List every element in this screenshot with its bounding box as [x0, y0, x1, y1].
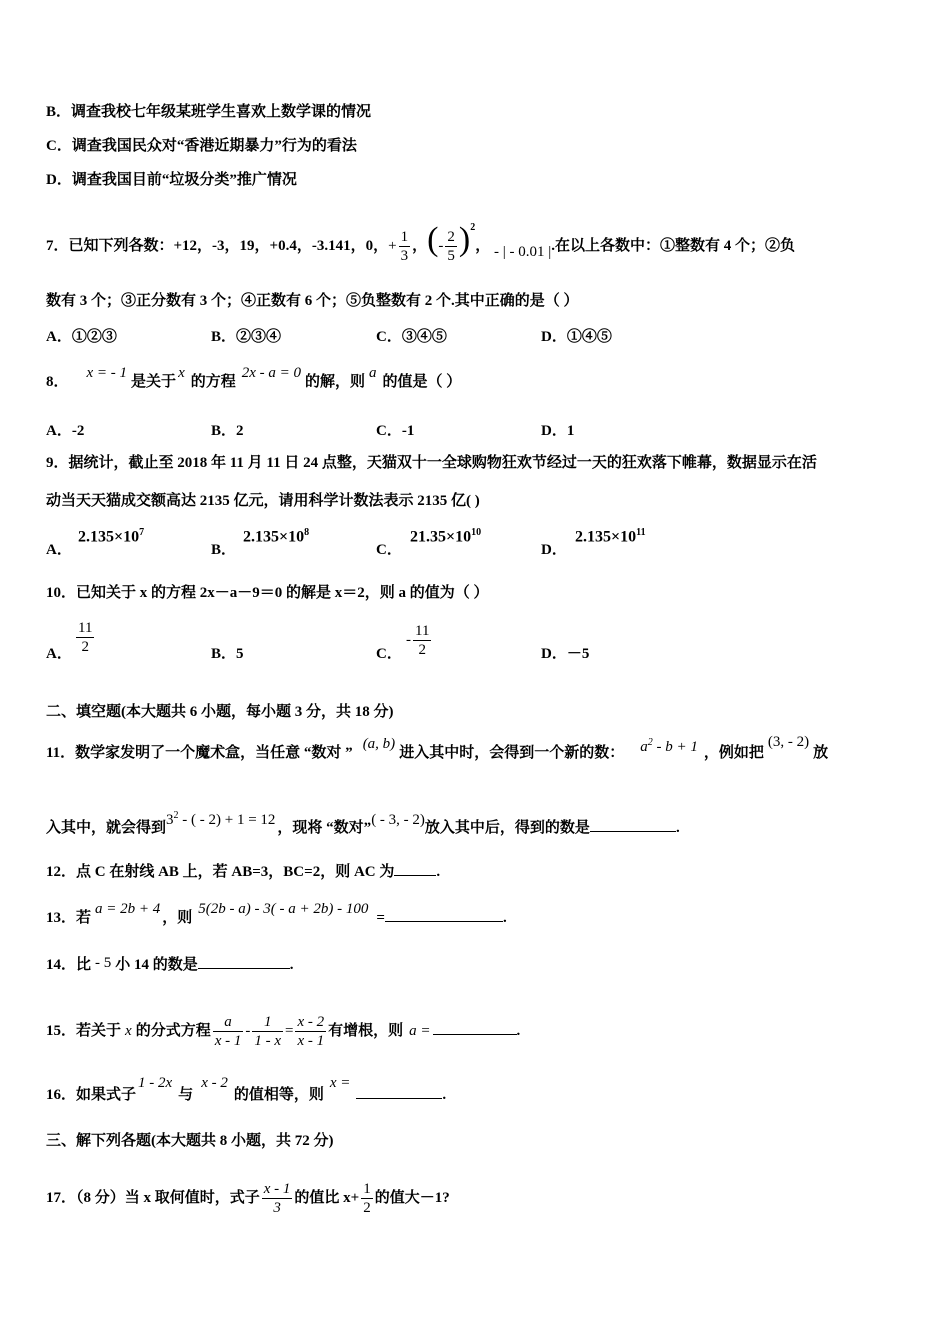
- q9-option-c-value: [410, 527, 481, 546]
- q11-l2-text-2: ，现将 “数对”: [277, 820, 372, 836]
- q11-l2-pair: ( - 3, - 2): [371, 812, 425, 828]
- q8-text-1: 是关于: [131, 374, 177, 390]
- q15-f1-num: a: [213, 1013, 244, 1032]
- q11-text-2: 进入其中时，会得到一个新的数：: [399, 745, 625, 761]
- q15-fraction-1: [213, 1013, 244, 1050]
- q9-option-b-letter: B．: [211, 542, 237, 558]
- q6-option-b: B．调查我校七年级某班学生喜欢上数学课的情况: [46, 104, 372, 120]
- q7-option-c: C．③④⑤: [376, 329, 447, 345]
- q9-option-d-exponent: 11: [636, 527, 646, 538]
- q14-end: .: [289, 957, 294, 973]
- q11-l2-rest: - ( - 2) + 1 = 12: [178, 812, 276, 828]
- q15-fraction-2: [252, 1013, 283, 1050]
- q9-option-a-exponent: 7: [139, 527, 145, 538]
- q15-f2-num: 1: [252, 1013, 283, 1032]
- q15-f2-den: 1 - x: [254, 1033, 282, 1049]
- q8-label: 8．: [46, 374, 69, 390]
- q10-c-den: 2: [418, 642, 426, 658]
- q17-fraction-1: [262, 1180, 293, 1217]
- q10-c-num: 11: [415, 623, 430, 639]
- q16-text-2: 与: [178, 1087, 194, 1103]
- q16-expression-1: 1 - 2x: [138, 1075, 173, 1091]
- q11-l2-text-3: 放入其中后，得到的数是: [424, 820, 590, 836]
- q13-text-1: 13．若: [46, 910, 92, 926]
- q9-line1: 9．据统计，截止至 2018 年 11 月 11 日 24 点整，天猫双十一全球购物狂欢节经过一天的狂欢落下帷幕，数据显示在活: [46, 455, 817, 471]
- q10-option-c-value: [406, 622, 433, 659]
- q8-option-a: A．-2: [46, 423, 85, 439]
- q7-plus-sign: +: [388, 237, 397, 254]
- q9-option-c-letter: C．: [376, 542, 402, 558]
- q16-answer-blank[interactable]: [356, 1084, 442, 1099]
- q7-fraction-one-third: [399, 228, 411, 265]
- q14-text-2: 小 14 的数是: [115, 957, 198, 973]
- q12-line: [46, 861, 440, 882]
- q10-a-num: 11: [78, 620, 93, 636]
- q8-line: [46, 365, 462, 392]
- q7-option-d: D．①④⑤: [541, 329, 612, 345]
- q15-f1-den: x - 1: [214, 1033, 242, 1049]
- q15-minus: -: [245, 1022, 251, 1039]
- q7-line2: 数有 3 个；③正分数有 3 个；④正数有 6 个；⑤负整数有 2 个.其中正确的是（ ）: [46, 293, 579, 309]
- q12-text: 12．点 C 在射线 AB 上，若 AB=3，BC=2，则 AC 为: [46, 864, 395, 880]
- q8-var-x: x: [178, 365, 185, 381]
- q9-option-a-mantissa: 2.135×10: [78, 528, 140, 546]
- q15-var-x: x: [125, 1022, 132, 1039]
- q16-text-3: 的值相等，则: [233, 1087, 324, 1103]
- q10-option-c-frac: [413, 622, 431, 659]
- q7-suffix: .在以上各数中：①整数有 4 个；②负: [551, 237, 796, 254]
- q7-paren-num: 2: [447, 229, 455, 245]
- q8-text-4: 的值是（ ）: [382, 374, 462, 390]
- q7-comma1: ，: [412, 237, 428, 254]
- q9-option-b-exponent: 8: [304, 527, 310, 538]
- q7-option-b: B．②③④: [211, 329, 282, 345]
- q17-text-1: 17．（8 分）当 x 取何值时，式子: [46, 1189, 260, 1206]
- q10-a-den: 2: [81, 639, 89, 655]
- q7-paren-open: (: [427, 220, 439, 258]
- q12-end: .: [436, 864, 441, 880]
- q7-paren-close: ): [458, 220, 471, 258]
- q16-end: .: [442, 1087, 447, 1103]
- q14-number: - 5: [95, 955, 112, 971]
- q7-paren-sign: -: [438, 237, 444, 254]
- q13-condition: a = 2b + 4: [95, 901, 161, 917]
- q17-g-num: 1: [363, 1181, 371, 1197]
- q13-text-3: =: [376, 910, 385, 926]
- q11-expression: [640, 739, 698, 755]
- q15-equals: =: [285, 1022, 294, 1039]
- q16-line: [46, 1075, 447, 1105]
- q13-line: [46, 901, 507, 928]
- q7-fraction-two-fifths: [445, 228, 457, 265]
- q11-text-4: 放: [813, 745, 829, 761]
- q17-text-3: 的值大－1?: [374, 1189, 450, 1206]
- q17-f-den: 3: [273, 1200, 281, 1216]
- q9-option-c-exponent: 10: [471, 527, 482, 538]
- q6-option-d: D．调查我国目前“垃圾分类”推广情况: [46, 172, 297, 188]
- q8-text-2: 的方程: [190, 374, 236, 390]
- q8-option-b: B．2: [211, 423, 244, 439]
- q13-answer-blank[interactable]: [385, 907, 503, 922]
- q7-comma2: ，: [475, 237, 491, 254]
- q10-option-c-letter: C．: [376, 646, 402, 662]
- q11-l2-text-1: 入其中，就会得到: [46, 820, 167, 836]
- q11-answer-blank[interactable]: [590, 817, 676, 832]
- q11-l2-end: .: [675, 820, 680, 836]
- q7-option-a: A．①②③: [46, 329, 117, 345]
- q13-end: .: [502, 910, 507, 926]
- q17-line: [46, 1180, 450, 1217]
- q11-expr-rest: - b + 1: [652, 739, 698, 755]
- q10-option-a-frac: [76, 619, 94, 656]
- q14-answer-blank[interactable]: [198, 954, 290, 969]
- q8-root-equation: x = - 1: [86, 365, 128, 381]
- q15-text-1: 15．若关于: [46, 1022, 122, 1039]
- q9-option-d-letter: D．: [541, 542, 567, 558]
- q11-expr-a: a: [640, 739, 648, 755]
- q11-example-pair: (3, - 2): [767, 734, 810, 750]
- q11-text-1: 11．数学家发明了一个魔术盒，当任意 “数对 ”: [46, 745, 353, 761]
- q7-line1: [46, 220, 796, 265]
- q6-option-c: C．调查我国民众对“香港近期暴力”行为的看法: [46, 138, 357, 154]
- q10-option-a-letter: A．: [46, 646, 72, 662]
- q9-option-d-mantissa: 2.135×10: [575, 528, 637, 546]
- q15-text-3: 有增根，则: [328, 1022, 404, 1039]
- q9-option-a-value: [78, 527, 144, 546]
- q17-g-den: 2: [363, 1200, 371, 1216]
- q17-fraction-2: [361, 1180, 373, 1217]
- q9-option-b-mantissa: 2.135×10: [243, 528, 305, 546]
- q7-frac-num: 1: [400, 229, 409, 245]
- q8-option-c: C．-1: [376, 423, 415, 439]
- q14-line: [46, 954, 294, 975]
- q15-a-equals: a =: [409, 1022, 431, 1039]
- q7-abs-expression: - | - 0.01 |: [494, 243, 552, 260]
- q15-end: .: [516, 1022, 521, 1039]
- q15-text-2: 的分式方程: [135, 1022, 211, 1039]
- q10-question: 10．已知关于 x 的方程 2x－a－9＝0 的解是 x＝2，则 a 的值为（ ）: [46, 585, 489, 601]
- q8-equation: 2x - a = 0: [241, 365, 302, 381]
- q9-line2: 动当天天猫成交额高达 2135 亿元，请用科学计数法表示 2135 亿( ): [46, 493, 480, 509]
- section-2-heading: 二、填空题(本大题共 6 小题，每小题 3 分，共 18 分): [46, 704, 394, 720]
- q9-option-d-value: [575, 527, 646, 546]
- q9-option-a-letter: A．: [46, 542, 72, 558]
- q11-l2-example-calc: [166, 812, 275, 828]
- q15-fraction-3: [295, 1013, 326, 1050]
- q13-text-2: ，则: [162, 910, 193, 926]
- q15-answer-blank[interactable]: [433, 1020, 517, 1035]
- q7-paren-den: 5: [447, 248, 455, 264]
- q11-line2: [46, 810, 680, 838]
- q15-f3-num: x - 2: [297, 1014, 325, 1030]
- section-3-heading: 三、解下列各题(本大题共 8 小题，共 72 分): [46, 1133, 334, 1149]
- q8-text-3: 的解，则: [305, 374, 366, 390]
- q11-pair: (a, b): [362, 736, 396, 752]
- q14-text-1: 14．比: [46, 957, 92, 973]
- q16-x-equals: x =: [329, 1075, 351, 1091]
- q15-f3-den: x - 1: [297, 1033, 325, 1049]
- q10-c-sign: -: [406, 631, 411, 648]
- q7-frac-den: 3: [400, 248, 409, 264]
- q7-prefix: 7．已知下列各数：+12，-3，19，+0.4，-3.141，0，: [46, 237, 389, 254]
- q10-option-a-fraction: [74, 619, 96, 656]
- q17-f-num: x - 1: [263, 1181, 291, 1197]
- q7-paren-exponent: 2: [470, 221, 476, 233]
- q11-l2-exponent: 2: [173, 810, 179, 821]
- q12-answer-blank[interactable]: [394, 861, 436, 876]
- q16-text-1: 16．如果式子: [46, 1087, 137, 1103]
- q11-l2-base: 3: [166, 812, 174, 828]
- q15-line: [46, 1013, 520, 1050]
- q11-line1: [46, 734, 829, 763]
- q16-expression-2: x - 2: [201, 1075, 228, 1091]
- q8-option-d: D．1: [541, 423, 575, 439]
- q13-expression: 5(2b - a) - 3( - a + 2b) - 100: [198, 901, 369, 917]
- q8-var-a: a: [369, 365, 377, 381]
- q17-text-2: 的值比 x+: [294, 1189, 360, 1206]
- q10-option-d: D．－5: [541, 646, 590, 662]
- q9-option-b-value: [243, 527, 309, 546]
- q9-option-c-mantissa: 21.35×10: [410, 528, 472, 546]
- q10-option-b: B．5: [211, 646, 244, 662]
- q11-text-3: ，例如把: [703, 745, 764, 761]
- q11-expr-exponent: 2: [647, 737, 653, 748]
